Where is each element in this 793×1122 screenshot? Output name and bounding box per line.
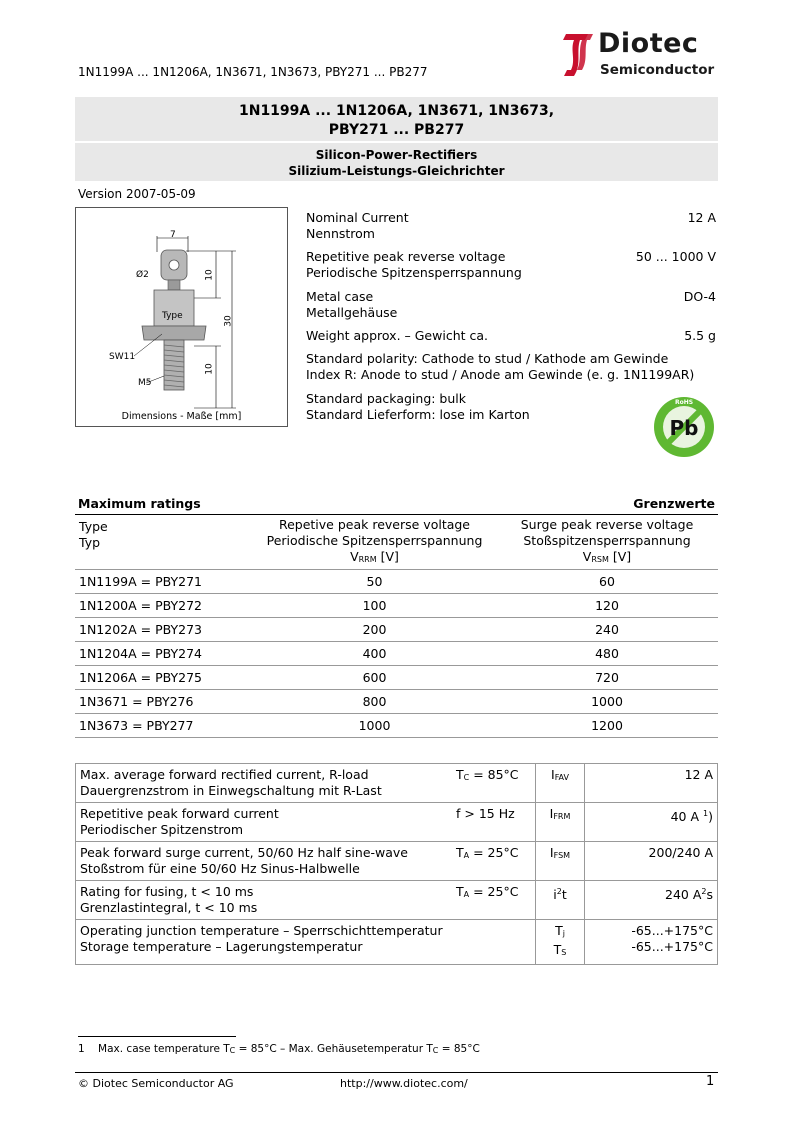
hex-size: SW11 [109,352,136,362]
table-row: 1N1206A = PBY275 600 720 [75,666,718,690]
ratings-table [75,516,718,738]
dim-total-height: 30 [223,315,234,327]
type-mark: Type [162,311,183,321]
page-title [75,97,718,141]
subtitle-en: Silicon-Power-Rectifiers [315,148,478,162]
table-row: Max. average forward rectified current, R-load Dauergrenzstrom in Einwegschaltung mit R-Last $T_C = 85^\circ C$ $I_{FAV}$ 12 A [76,764,718,803]
table-row: Rating for fusing, t < 10 ms Grenzlastintegral, t < 10 ms $T_A = 25^\circ C$ $i^2t$ 240 $A^2s$ [76,881,718,920]
svg-text:RoHS: RoHS [674,399,694,406]
footnote: 1 Max. case temperature $T_C = 85^\circ C$ – Max. Gehäusetemperatur $T_C = 85^\circ C$ [78,1043,480,1055]
logo-subtitle: Semiconductor [600,62,715,78]
ratings-header-row: Type Typ Repetive peak reverse voltage Periodische Spitzensperrspannung $V_{RRM}$ [V] Surge peak reverse voltage Stoßspitzensperrspannung $V_{RSM}$ [V] [75,516,718,570]
spec-polarity: Standard polarity: Cathode to stud / Kathode am Gewinde Index R: Anode to stud / Anode am Gewinde (e. g. 1N1199AR) [306,351,695,382]
diagram-caption: Dimensions - Maße [mm] [121,411,242,422]
spec-packaging: Standard packaging: bulk Standard Lieferform: lose im Karton [306,391,530,422]
table-row: 1N1200A = PBY272 100 120 [75,594,718,618]
spec-case: Metal case Metallgehäuse DO-4 [306,289,716,320]
spec-weight: Weight approx. – Gewicht ca. 5.5 g [306,328,716,343]
table-row: Operating junction temperature – Sperrschichttemperatur Storage temperature – Lagerungstemperatur $T_j$ $T_S$ -65...+175°C -65...+175°C [76,920,718,965]
spec-case-value: DO-4 [683,289,716,304]
table-row: 1N1199A = PBY271 50 60 [75,570,718,594]
title-line-1: 1N1199A ... 1N1206A, 1N3671, 1N3673, [238,103,555,119]
ratings-title-en: Maximum ratings [78,496,201,511]
pb-free-icon [652,395,716,459]
header-parts: 1N1199A ... 1N1206A, 1N3671, 1N3673, PBY271 ... PB277 [78,65,428,79]
footnote-rule [78,1036,236,1037]
version-label: Version 2007-05-09 [78,187,196,201]
thread-size: M5 [138,378,152,388]
footer-url[interactable]: http://www.diotec.com/ [340,1077,468,1090]
table-row: 1N1202A = PBY273 200 240 [75,618,718,642]
subtitle-de: Silizium-Leistungs-Gleichrichter [288,164,505,178]
table-row: Repetitive peak forward current Periodischer Spitzenstrom f > 15 Hz $I_{FRM}$ 40 A $^1$) [76,803,718,842]
table-row: Peak forward surge current, 50/60 Hz half sine-wave Stoßstrom für eine 50/60 Hz Sinus-Halbwelle $T_A = 25^\circ C$ $I_{FSM}$ 200/240 A [76,842,718,881]
logo-name: Diotec [598,28,699,59]
table-row: 1N3671 = PBY276 800 1000 [75,690,718,714]
dim-lug-height: 10 [204,269,215,281]
pb-free-badge [652,395,716,459]
table-row: 1N1204A = PBY274 400 480 [75,642,718,666]
dim-hole: Ø2 [136,270,149,280]
spec-voltage-value: 50 ... 1000 V [635,249,716,264]
spec-nominal-current: Nominal Current Nennstrom 12 A [306,210,716,241]
svg-text:Pb: Pb [669,416,699,440]
table-row: 1N3673 = PBY277 1000 1200 [75,714,718,738]
spec-weight-value: 5.5 g [684,328,716,343]
diotec-logo-icon [560,30,596,80]
ratings-rule [75,514,718,515]
footer-copyright: © Diotec Semiconductor AG [78,1077,234,1090]
dim-width: 7 [170,230,176,240]
dim-thread-length: 10 [204,363,215,375]
page-number: 1 [706,1074,715,1089]
dimensions-diagram [75,207,288,427]
diotec-logo [560,30,720,78]
spec-current-value: 12 A [687,210,716,225]
ratings-title-de: Grenzwerte [633,496,715,511]
page-subtitle [75,143,718,181]
limits-table [75,763,718,965]
footer-rule [75,1072,718,1073]
title-line-2: PBY271 ... PB277 [328,122,465,138]
spec-voltage: Repetitive peak reverse voltage Periodische Spitzensperrspannung 50 ... 1000 V [306,249,716,280]
